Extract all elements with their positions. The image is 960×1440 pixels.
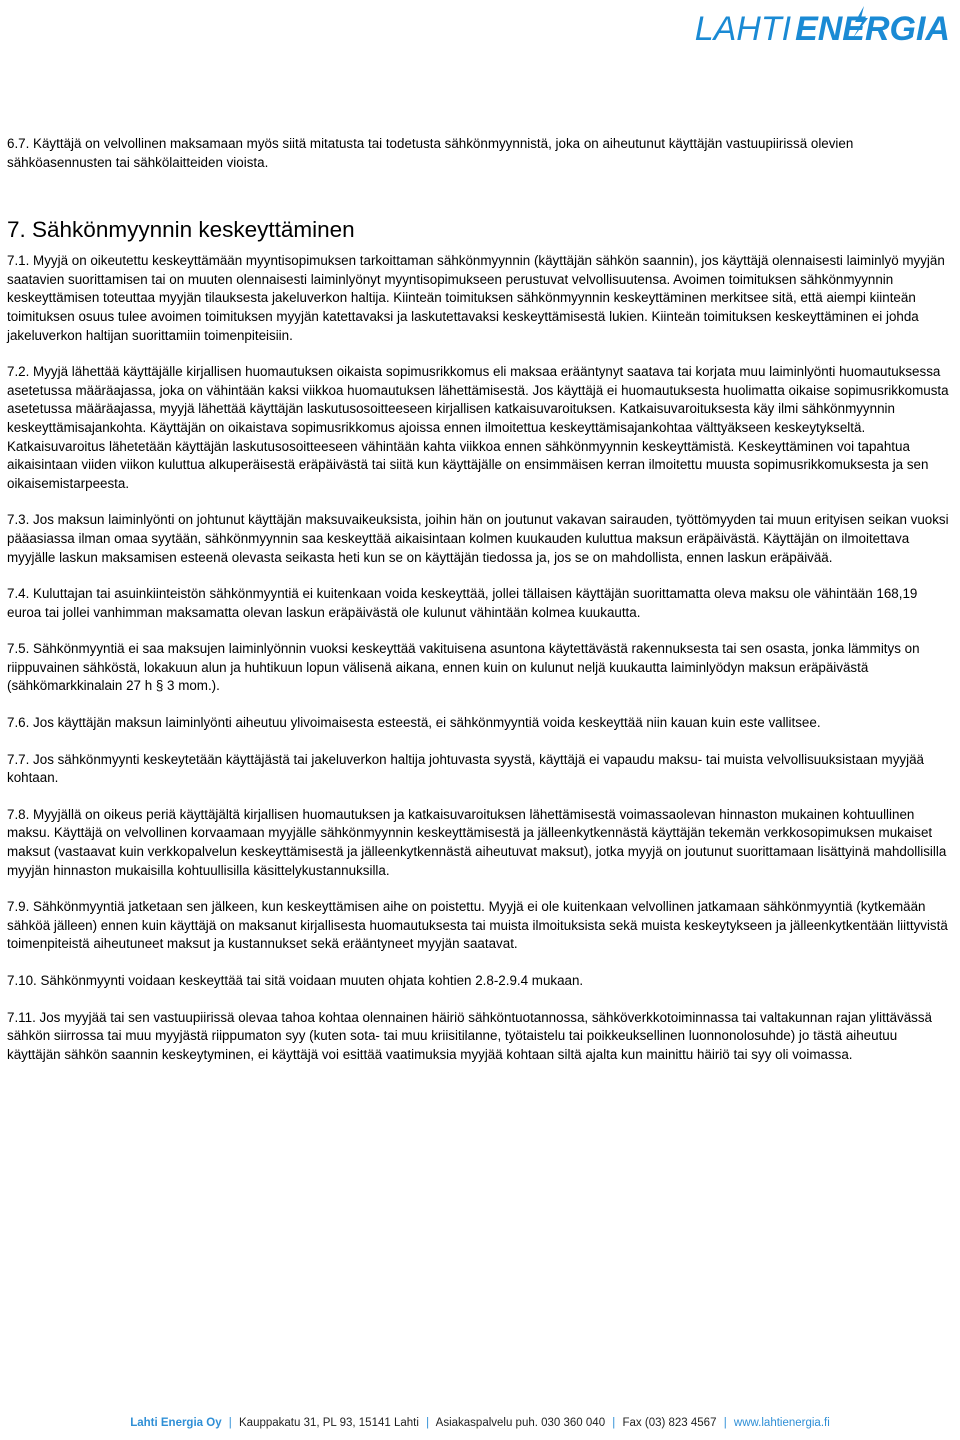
clause-paragraph: 7.2. Myyjä lähettää käyttäjälle kirjallisen huomautuksen oikaista sopimusrikkomus eli maksaa erääntynyt saatava tai korjata muu laiminlyönti huomautuksessa asetetussa määräajassa, joka on vähintään kaksi viikkoa huomautuksen lähettämisestä. Jos käyttäjä ei huomautuksesta huolimatta oikaise sopimusrikkomusta asetetussa määräajassa, myyjä lähettää käyttäjän laskutusosoitteeseen kirjallisen katkaisuvaroituksen. Katkaisuvaroituksesta käy ilmi sähkönmyynnin keskeyttämisajankohta. Käyttäjän on oikaistava sopimusrikkomus ajoissa ennen ilmoitettua keskeyttämisajankohtaa välttyäkseen keskeytykseltä. Katkaisuvaroitus lähetetään käyttäjän laskutusosoitteeseen vähintään kahta viikkoa ennen sähkönmyynnin keskeyttämistä. Keskeyttäminen voi tapahtua aikaisintaan viiden viikon kuluttua alkuperäisestä eräpäivästä tai siitä kun käyttäjälle on ensimmäisen kerran ilmoitettu muusta sopimusrikkomuksesta ja sen oikaisemistarpeesta.: [7, 364, 949, 491]
logo-word-energia: ENERGIA: [795, 10, 950, 48]
document-body: [7, 117, 953, 1064]
clause-paragraph: 7.6. Jos käyttäjän maksun laiminlyönti aiheutuu ylivoimaisesta esteestä, ei sähkönmyyntiä voida keskeyttää niin kauan kuin este vallitsee.: [7, 715, 821, 731]
page-footer: [0, 1417, 960, 1429]
section-heading: 7. Sähkönmyynnin keskeyttäminen: [7, 217, 355, 243]
logo-word-lahti: LAHTI: [694, 10, 792, 48]
clause-paragraph: 6.7. Käyttäjä on velvollinen maksamaan myös siitä mitatusta tai todetusta sähkönmyynnistä, joka on aiheutunut käyttäjän vastuupiirissä olevien sähköasennusten tai sähkölaitteiden vioista.: [7, 136, 854, 170]
clause-paragraph: 7.5. Sähkönmyyntiä ei saa maksujen laiminlyönnin vuoksi keskeyttää vakituisena asuntona käytettävästä rakennuksesta tai sen osasta, jonka lämmitys on riippuvainen sähköstä, lokakuun alun ja huhtikuun lopun välisenä aikana, ennen kuin on kulunut neljä kuukautta laiminlyödyn maksun eräpäivästä (sähkömarkkinalain 27 h § 3 mom.).: [7, 641, 920, 694]
clause-paragraph: 7.10. Sähkönmyynti voidaan keskeyttää tai sitä voidaan muuten ohjata kohtien 2.8-2.9.4 mukaan.: [7, 973, 584, 988]
footer-address: Kauppakatu 31, PL 93, 15141 Lahti: [239, 1417, 419, 1429]
clause-paragraph: 7.4. Kuluttajan tai asuinkiinteistön sähkönmyyntiä ei kuitenkaan voida keskeyttää, jollei tällaisen käyttäjän suorittamatta oleva maksu ole vähintään 168,19 euroa tai jollei vanhimman maksamatta olevan laskun eräpäivästä ole kulunut vähintään kolmea kuukautta.: [7, 586, 918, 620]
clause-paragraph: 7.11. Jos myyjää tai sen vastuupiirissä olevaa tahoa kohtaa olennainen häiriö sähköntuotannossa, sähköverkkotoiminnassa tai valtakunnan rajan ylittävässä sähkön siirrossa tai muu myyjästä riippumaton syy (kuten sota- tai muu kriisitilanne, työtaistelu tai poikkeuksellinen luonnonolosuhde) jo tästä aiheutuu käyttäjän sähkön saannin keskeytyminen, ei käyttäjä voi esittää vaatimuksia myyjää kohtaan siltä ajalta kun mainittu häiriö tai syy oli voimassa.: [7, 1009, 933, 1062]
footer-customer-service: Asiakaspalvelu puh. 030 360 040: [435, 1417, 606, 1429]
footer-separator: |: [228, 1417, 232, 1429]
footer-company: Lahti Energia Oy: [130, 1417, 222, 1429]
logo-wordmark: [695, 10, 950, 48]
lahti-energia-logo: [652, 4, 952, 48]
clause-paragraph: 7.7. Jos sähkönmyynti keskeytetään käyttäjästä tai jakeluverkon haltija johtuvasta syystä, käyttäjä ei vapaudu maksu- tai muista velvollisuuksistaan myyjää kohtaan.: [7, 751, 924, 786]
footer-website-link[interactable]: www.lahtienergia.fi: [733, 1417, 830, 1429]
clause-paragraph: 7.9. Sähkönmyyntiä jatketaan sen jälkeen, kun keskeyttämisen aihe on poistettu. Myyjä ei ole kuitenkaan velvollinen jatkamaan sähkönmyyntiä (kytkemään sähköä jälleen) ennen kuin käyttäjä on maksanut kirjallisesta huomautuksesta tai muista ilmoituksista sekä muista keskeytykseen ja jälleenkytkentään liittyvistä toimenpiteistä aiheutuneet maksut ja kustannukset sekä erääntyneet myyjän saatavat.: [7, 899, 948, 952]
clause-paragraph: 7.1. Myyjä on oikeutettu keskeyttämään myyntisopimuksen tarkoittaman sähkönmyynnin (käyttäjän sähkön saannin), jos käyttäjä olennaisesti laiminlyö myyjän saatavien suorittamisen tai on muuten olennaisesti laiminlyönyt myyntisopimukseen perustuvat velvollisuutensa. Avoimen toimituksen sähkönmyynnin keskeyttämisen toteuttaa myyjän tilauksesta jakeluverkon haltija. Kiinteän toimituksen sähkönmyynnin keskeyttäminen merkitsee sitä, että aiempi kiinteän toimituksen osuus tulee avoimen toimituksen myyjän katettavaksi ja laskutettavaksi keskeyttämisestä lukien. Kiinteän toimituksen keskeyttäminen ei johda jakeluverkon haltijan suorittamiin toimenpiteisiin.: [7, 253, 945, 343]
footer-fax: Fax (03) 823 4567: [622, 1417, 717, 1429]
footer-separator: |: [426, 1417, 430, 1429]
clause-paragraph: 7.3. Jos maksun laiminlyönti on johtunut käyttäjän maksuvaikeuksista, joihin hän on joutunut vakavan sairauden, työttömyyden tai muun erityisen seikan vuoksi pääasiassa ilman omaa syytään, sähkönmyynnin saa keskeyttää aikaisintaan kolmen kuukauden kuluttua maksun eräpäivästä. Käyttäjän on ilmoitettava myyjälle laskun maksamisen esteenä olevasta seikasta heti kun se on käyttäjän tiedossa ja, jos se on mahdollista, ennen laskun eräpäivää.: [7, 512, 949, 565]
footer-separator: |: [612, 1417, 616, 1429]
footer-separator: |: [723, 1417, 727, 1429]
clause-paragraph: 7.8. Myyjällä on oikeus periä käyttäjältä kirjallisen huomautuksen ja katkaisuvaroituksen lähettämisestä voimassaolevan hinnaston mukainen kohtuullinen maksu. Käyttäjä on velvollinen korvaamaan myyjälle sähkönmyynnin keskeyttämisestä ja jälleenkytkennästä käyttäjän tekemän verkkosopimuksen mukaiset maksut (vastaavat kuin verkkopalvelun keskeyttämisestä ja jälleenkytkennästä aiheutuvat maksut), jotka myyjä on joutunut suorittamaan lisättyinä mahdollisilla myyjän hinnaston mukaisilla kohtuullisilla käsittelykustannuksilla.: [7, 806, 947, 878]
